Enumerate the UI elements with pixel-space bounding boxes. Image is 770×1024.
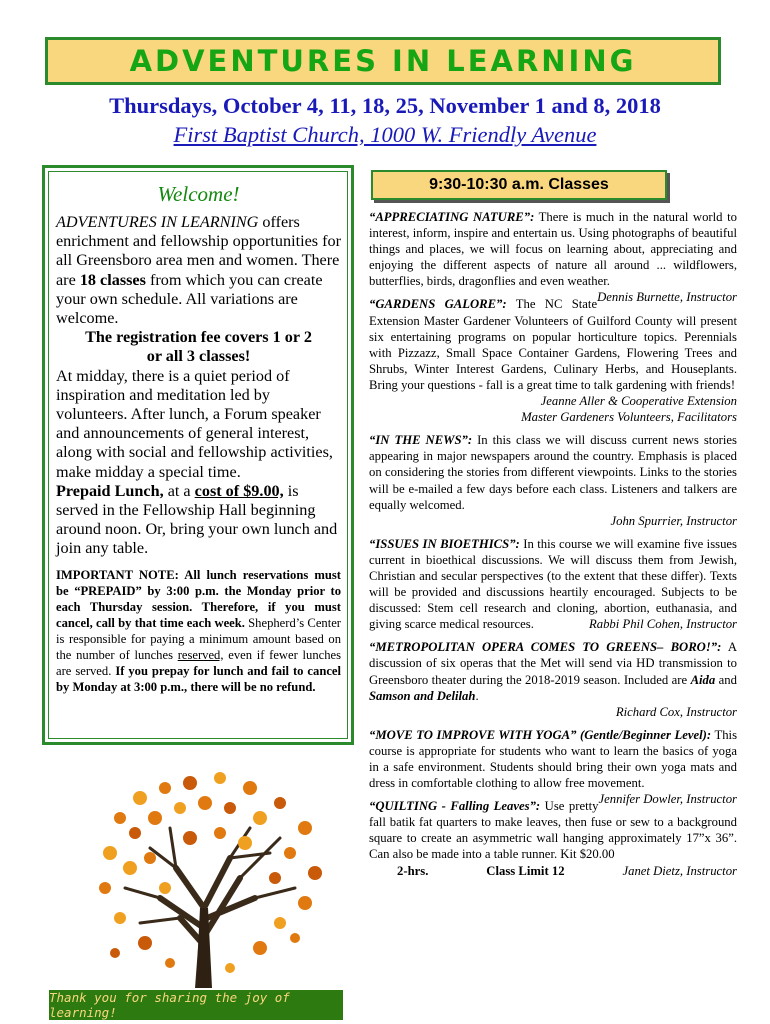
fee-line-1: The registration fee covers 1 or 2 (85, 328, 312, 347)
class-instructor: Rabbi Phil Cohen, Instructor (588, 617, 737, 632)
class-title: “IN THE NEWS”: (369, 433, 473, 448)
welcome-text-a: offers enrichment and fellowship opportunities for all Greensboro area men and women. There are (56, 213, 342, 289)
lunch-a: at a (163, 481, 195, 500)
class-instructor: Janet Dietz, Instructor (622, 863, 737, 878)
class-entry (369, 798, 737, 878)
class-list (369, 209, 737, 886)
program-name: ADVENTURES IN LEARNING (56, 213, 259, 231)
note-bold-2: If you prepay for lunch and fail to cancel by Monday at 3:00 p.m., there will be no refund. (56, 663, 342, 694)
tree-leaves (99, 772, 322, 973)
note-reserved: reserved, (177, 647, 224, 662)
lunch-text (56, 482, 341, 559)
class-description: In this course we will examine five issues current in bioethical discussions. We will discuss them from Jewish, Christian and secular perspectives (to the extent that these differ). Texts will be provided and discussions heartily encouraged. Subjects to be discussed: Stem cell research and cloning, abortion, euthanasia, and giving scarce medical resources. (369, 536, 737, 632)
class-title: “GARDENS GALORE”: (369, 297, 507, 312)
fee-line-2: or all 3 classes! (146, 347, 251, 366)
class-instructor: Richard Cox, Instructor (615, 704, 737, 719)
class-limit: Class Limit 12 (486, 863, 565, 878)
welcome-text (56, 213, 341, 559)
class-title: “ISSUES IN BIOETHICS”: (369, 536, 520, 551)
class-description-b: and (715, 672, 737, 687)
opera-title: Samson and Delilah (369, 688, 476, 703)
lunch-bold: Prepaid Lunch, (56, 481, 164, 500)
welcome-box (42, 165, 354, 745)
class-description: This course is appropriate for students who want to learn the basics of yoga in a safe environment. Students should bring their own yoga mats and dress in comfortable clothing to allow free movement. (369, 727, 738, 791)
thanks-message: Thank you for sharing the joy of learning! (49, 990, 290, 1020)
class-description: The NC State Extension Master Gardener Volunteers of Guilford County will present six entertaining programs on popular horticulture topics. Perennials with Pizzazz, Small Space Container Gardens, Flowering Trees and Shrubs, Winter Interest Gardens, Culinary Herbs, and Houseplants. Bring your questions - fall is a great time to talk gardening with friends! (369, 297, 737, 392)
note-a: Shepherd’s Center is responsible for paying a minimum amount based on the number of lunches (56, 615, 341, 662)
class-title: “APPRECIATING NATURE”: (369, 210, 535, 224)
class-instructor: Jeanne Aller & Cooperative Extension (540, 394, 737, 409)
quilting-details (369, 863, 737, 879)
class-duration: 2-hrs. (397, 863, 429, 878)
class-instructor-2: Master Gardeners Volunteers, Facilitators (521, 410, 737, 425)
note-b: even if fewer lunches are served. (56, 647, 341, 678)
important-note (56, 567, 341, 695)
classes-heading-box (371, 170, 667, 200)
classes-heading: 9:30-10:30 a.m. Classes (429, 176, 609, 193)
session-location: First Baptist Church, 1000 W. Friendly Avenue (173, 122, 597, 147)
class-description: In this class we will discuss current news stories appearing in major newspapers around the country. Emphasis is placed on considering the stories from different viewpoints. Links to the stories will be e-mailed a few days before each class. Listeners and talkers are equally welcomed. (369, 433, 737, 512)
class-entry (369, 432, 737, 529)
class-title: “METROPOLITAN OPERA COMES TO GREENS– BORO!”: (369, 640, 722, 655)
class-description-c: . (475, 688, 479, 703)
class-instructor: John Spurrier, Instructor (610, 513, 737, 528)
class-entry (369, 296, 737, 425)
lunch-b: is served in the Fellowship Hall beginning around noon. Or, bring your own lunch and join any table. (56, 481, 338, 558)
class-description: Use pretty fall batik fat quarters to make leaves, then fuse or sew to a background square to create an asymmetric wall hanging approximately 17”x 36”. Can also be made into a table runner. Kit $20.00 (369, 799, 737, 862)
footer-banner (49, 990, 343, 1020)
session-dates: Thursdays, October 4, 11, 18, 25, November 1 and 8, 2018 (109, 93, 661, 118)
class-instructor: Dennis Burnette, Instructor (597, 290, 737, 305)
class-title: “MOVE TO IMPROVE WITH YOGA” (Gentle/Beginner Level): (369, 727, 712, 742)
autumn-tree-illustration (80, 758, 340, 988)
class-entry (369, 536, 737, 633)
class-entry (369, 639, 737, 719)
class-instructor: Jennifer Dowler, Instructor (598, 792, 737, 807)
class-count: 18 classes (79, 270, 146, 289)
class-description: There is much in the natural world to interest, inform, inspire and entertain us. Using photographs of beautiful things and places, we will focus on learning about, appreciating and enjoying the different aspects of nature all around ... wildflowers, butterflies, birds, dragonflies and even weather. (369, 210, 737, 289)
midday-text: At midday, there is a quiet period of inspiration and meditation led by volunteers. After lunch, a Forum speaker and announcements of general interest, along with social and fellowship activities, make midday a special time. (56, 366, 333, 481)
tree-trunk (125, 828, 295, 988)
welcome-title: Welcome! (157, 182, 240, 206)
opera-title: Aida (690, 672, 716, 687)
note-bold: IMPORTANT NOTE: All lunch reservations must be “PREPAID” by 3:00 p.m. the Monday prior to each Thursday session. Therefore, if you must cancel, call by that time each week. (56, 567, 341, 630)
lunch-cost: cost of $9.00, (194, 481, 284, 500)
welcome-text-b: from which you can create your own schedule. All variations are welcome. (56, 270, 323, 328)
class-title: “QUILTING - Falling Leaves”: (369, 799, 541, 814)
title-banner (45, 37, 721, 85)
class-description: A discussion of six operas that the Met will send via HD transmission to Greensboro theater during the 2018-2019 season. Included are (369, 640, 737, 687)
page-title: ADVENTURES IN LEARNING (129, 44, 637, 78)
